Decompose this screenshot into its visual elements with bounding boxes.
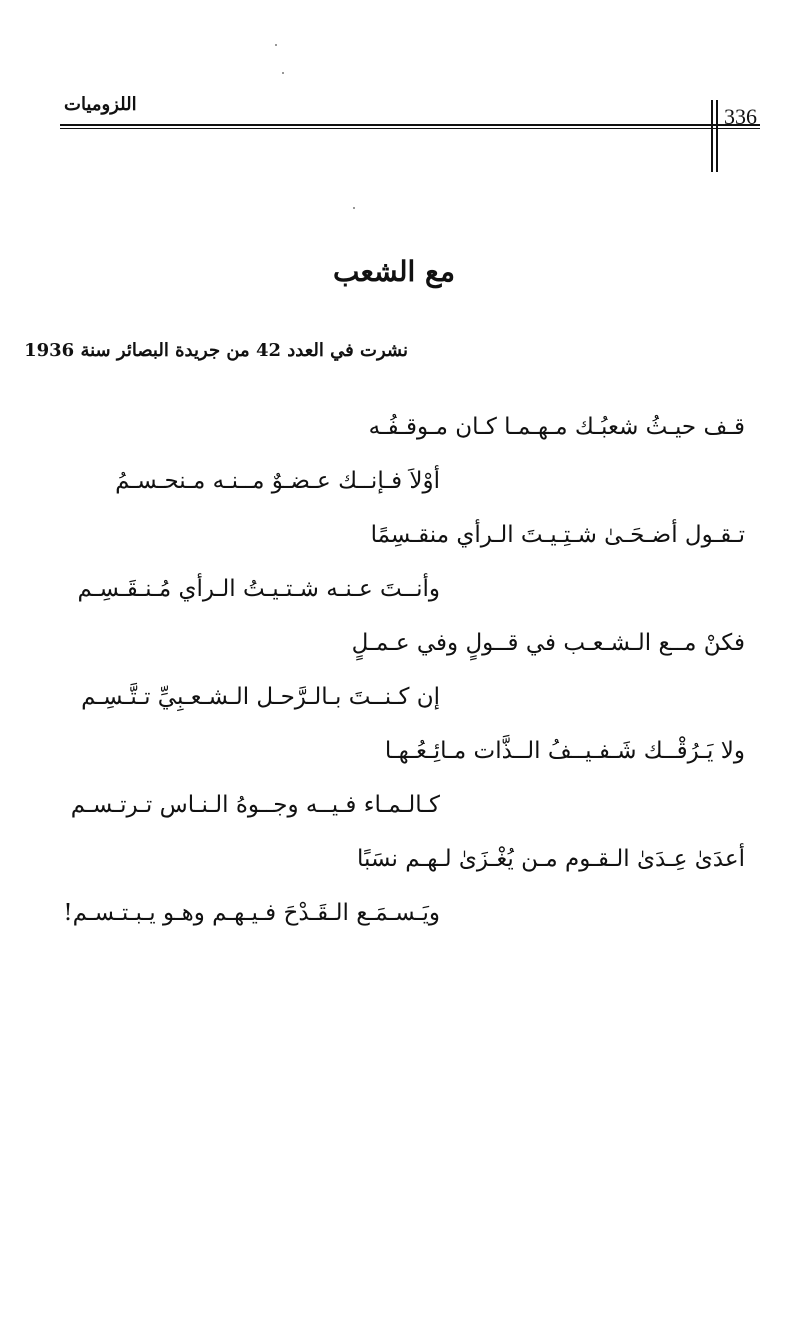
verse-line: كـالـمـاء فـيــه وجــوهُ الـنـاس تـرتـسـم [70,792,440,818]
poem-title: مع الشعب [333,255,455,288]
header-rule-top [60,124,760,126]
verse-line: وأنــتَ عـنـه شـتـيـتُ الـرأي مُـنـقَـسِـم [77,576,440,602]
verse-line: قـف حيـثُ شعبُـك مـهـمـا كـان مـوقـفُـه [368,414,745,440]
scan-speck [275,44,277,46]
verse-line: ويَـسـمَـع الـقَـدْحَ فـيـهـم وهـو يـبـتـسـم! [63,900,440,926]
verse-line: ولا يَـرُقْــك شَـفـيــفُ الــذَّات مـائِـعُـهـا [384,738,745,764]
verse-line: إن كـنــتَ بـالـرَّحـل الـشـعـبِيِّ تـتَّـسِـم [81,684,440,710]
verse-line: تـقـول أضـحَـىٰ شـتِـيـتَ الـرأي منقـسِمًا [370,522,745,548]
verse-line: أوْلاَ فـإنــك عـضـوٌ مــنـه مـنحـسـمُ [115,468,440,494]
page-header [0,0,788,180]
running-header-title: اللزوميات [64,94,137,115]
verse-line: فكنْ مــع الـشـعـب في قــولٍ وفي عـمـلٍ [351,630,745,656]
verse-line: أعدَىٰ عِـدَىٰ الـقـوم مـن يُغْـزَىٰ لـهـم نسَبًا [357,846,745,872]
publication-note: نشرت في العدد 42 من جريدة البصائر سنة 1936 [24,340,408,361]
page-number: 336 [724,104,757,129]
header-rule-bottom [60,128,760,129]
header-vertical-rule [711,100,713,172]
scan-speck [353,207,355,209]
header-vertical-rule [716,100,718,172]
scan-speck [282,72,284,74]
